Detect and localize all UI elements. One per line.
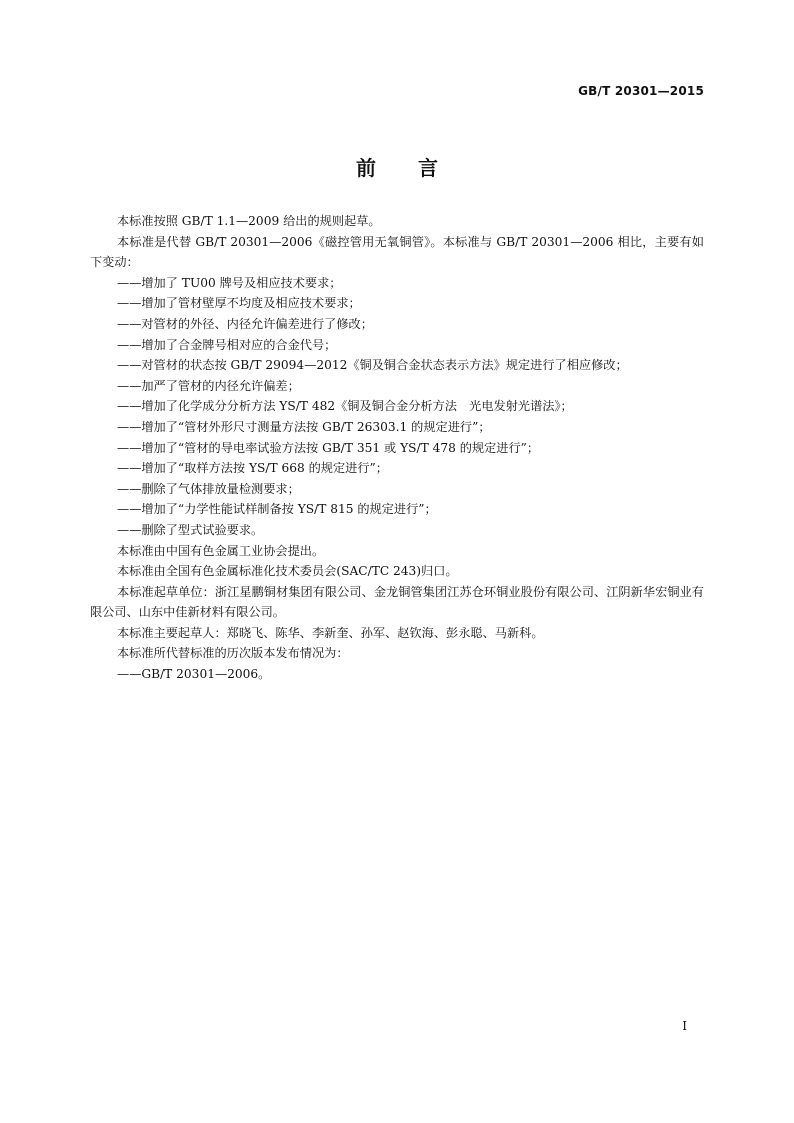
change-item: ——增加了“取样方法按 YS/T 668 的规定进行”； xyxy=(117,461,388,476)
change-item: ——增加了管材壁厚不均度及相应技术要求； xyxy=(117,296,361,311)
paragraph: 本标准按照 GB/T 1.1—2009 给出的规则起草。 xyxy=(117,214,381,228)
paragraph: 本标准所代替标准的历次版本发布情况为： xyxy=(117,646,349,661)
change-item: ——增加了“管材的导电率试验方法按 GB/T 351 或 YS/T 478 的规定进行”； xyxy=(117,440,540,455)
change-item: ——增加了“力学性能试样制备按 YS/T 815 的规定进行”； xyxy=(117,502,437,517)
change-item: ——删除了型式试验要求。 xyxy=(117,522,264,537)
change-item: ——增加了“管材外形尺寸测量方法按 GB/T 26303.1 的规定进行”； xyxy=(117,419,491,434)
paragraph: 本标准是代替 GB/T 20301—2006《磁控管用无氧铜管》。本标准与 GB/T 20301—2006 相比，主要有如下变动： xyxy=(90,234,704,270)
standard-code: GB/T 20301—2015 xyxy=(578,84,704,98)
change-item: ——增加了 TU00 牌号及相应技术要求； xyxy=(117,275,342,290)
change-item: ——增加了化学成分分析方法 YS/T 482《铜及铜合金分析方法 光电发射光谱法》； xyxy=(117,399,573,414)
paragraph: 本标准主要起草人：郑晓飞、陈华、李新奎、孙军、赵钦海、彭永聪、马新科。 xyxy=(117,625,544,640)
change-item: ——删除了气体排放量检测要求； xyxy=(117,481,300,496)
foreword-body xyxy=(90,211,704,685)
page-title: 前言 xyxy=(356,156,480,180)
change-item: ——对管材的状态按 GB/T 29094—2012《铜及铜合金状态表示方法》规定进行了相应修改； xyxy=(117,358,628,373)
change-item: ——加严了管材的内径允许偏差； xyxy=(117,378,300,393)
change-item: ——增加了合金牌号相对应的合金代号； xyxy=(117,337,337,352)
paragraph: 本标准由中国有色金属工业协会提出。 xyxy=(117,543,325,558)
paragraph: 本标准由全国有色金属标准化技术委员会(SAC/TC 243)归口。 xyxy=(117,564,458,579)
change-item: ——对管材的外径、内径允许偏差进行了修改； xyxy=(117,316,373,331)
paragraph: ——GB/T 20301—2006。 xyxy=(117,667,271,682)
paragraph: 本标准起草单位：浙江星鹏铜材集团有限公司、金龙铜管集团江苏仓环铜业股份有限公司、江阴新华宏铜业有限公司、山东中佳新材料有限公司。 xyxy=(90,584,704,620)
page-number: I xyxy=(682,1019,687,1033)
